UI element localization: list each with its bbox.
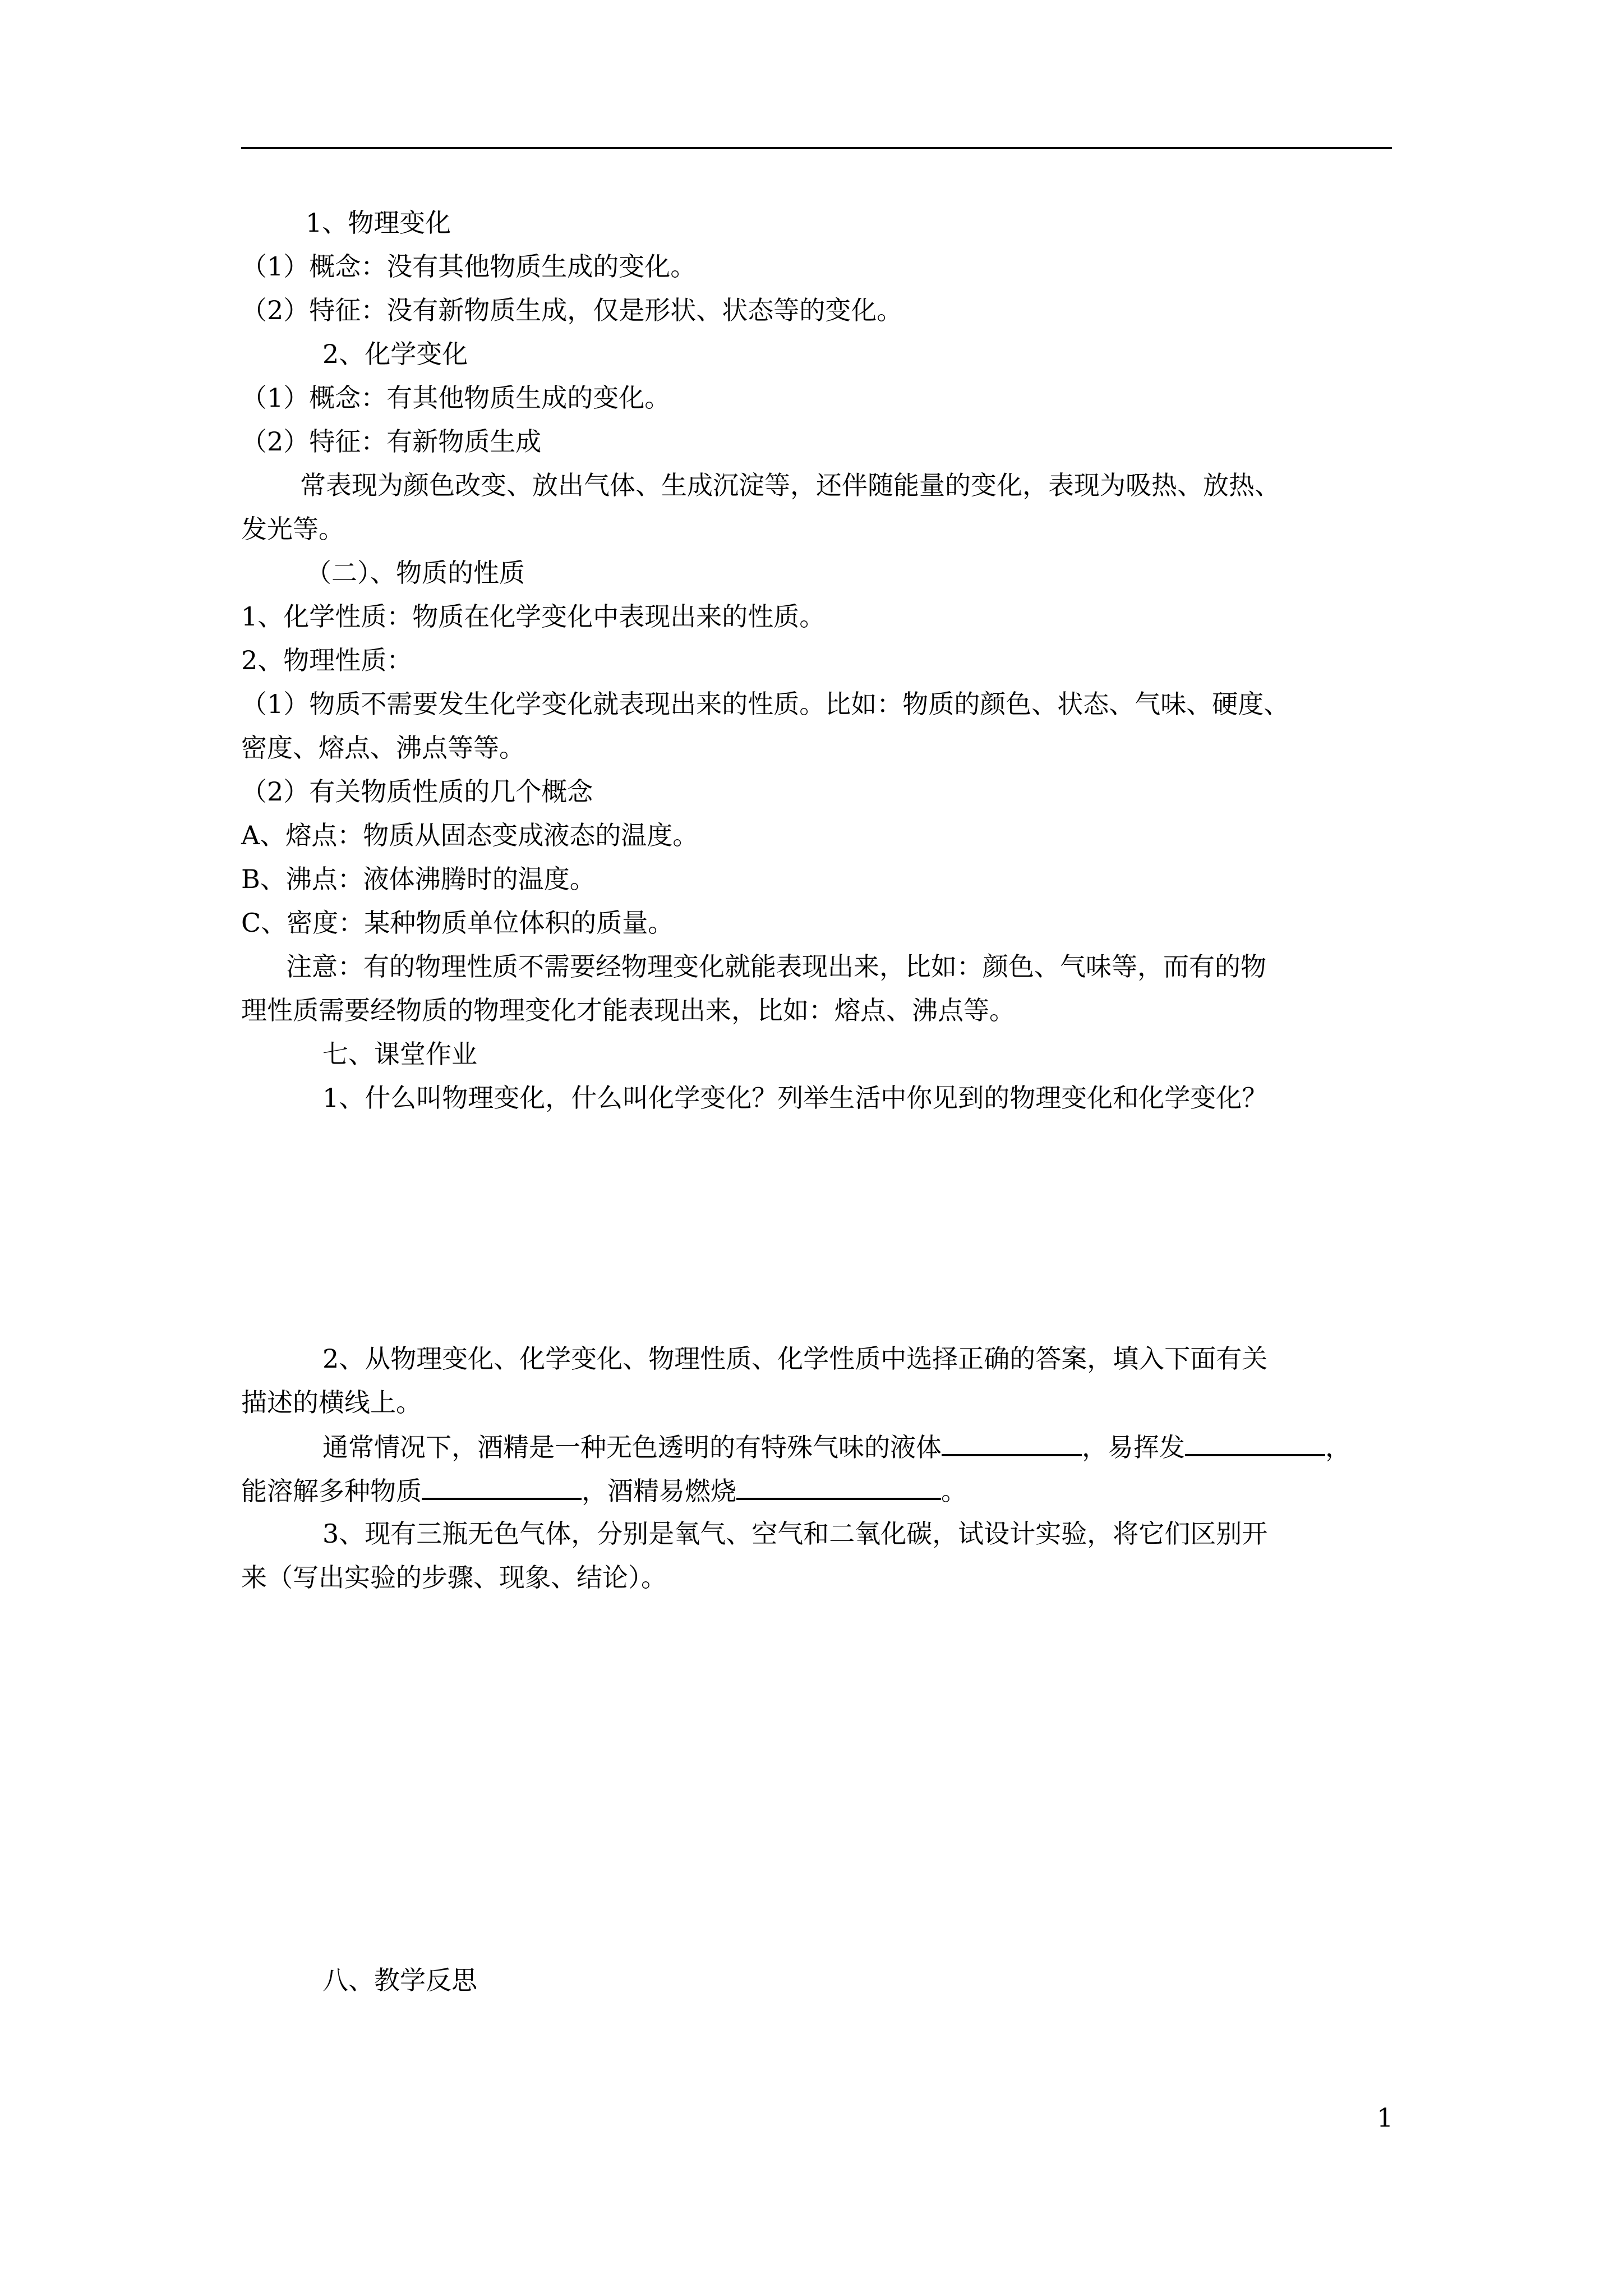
section-heading-reflection: 八、教学反思	[322, 1965, 477, 1995]
fill-in-line-1	[322, 1429, 1351, 1464]
answer-blank	[422, 1473, 582, 1500]
text-line: C、密度：某种物质单位体积的质量。	[241, 908, 674, 938]
text-line: A、熔点：物质从固态变成液态的温度。	[241, 820, 699, 850]
text-segment: ，易挥发	[1082, 1432, 1185, 1462]
text-line: （2）特征：有新物质生成	[241, 426, 542, 457]
text-segment: 能溶解多种物质	[241, 1476, 422, 1506]
question-2: 2、从物理变化、化学变化、物理性质、化学性质中选择正确的答案，填入下面有关	[322, 1343, 1268, 1374]
text-line: 密度、熔点、沸点等等。	[241, 733, 525, 763]
answer-blank	[736, 1473, 941, 1500]
text-line: （1）物质不需要发生化学变化就表现出来的性质。比如：物质的颜色、状态、气味、硬度、	[241, 689, 1290, 719]
text-line: 发光等。	[241, 514, 344, 544]
page-number: 1	[1377, 2102, 1394, 2133]
text-segment: ，	[1325, 1432, 1351, 1462]
section-heading-chemical-change: 2、化学变化	[322, 339, 468, 369]
text-line: 来（写出实验的步骤、现象、结论）。	[241, 1562, 667, 1593]
text-line: 注意：有的物理性质不需要经物理变化就能表现出来，比如：颜色、气味等，而有的物	[286, 951, 1266, 982]
text-line: （2）特征：没有新物质生成，仅是形状、状态等的变化。	[241, 295, 903, 325]
text-line: （2）有关物质性质的几个概念	[241, 776, 593, 807]
section-heading-classwork: 七、课堂作业	[322, 1039, 477, 1069]
text-line: 2、物理性质：	[241, 645, 413, 675]
question-3: 3、现有三瓶无色气体，分别是氧气、空气和二氧化碳，试设计实验，将它们区别开	[322, 1519, 1268, 1549]
text-segment: 通常情况下，酒精是一种无色透明的有特殊气味的液体	[322, 1432, 942, 1462]
text-line: 常表现为颜色改变、放出气体、生成沉淀等，还伴随能量的变化，表现为吸热、放热、	[300, 470, 1280, 500]
section-heading-physical-change: 1、物理变化	[306, 208, 451, 238]
text-line: 描述的横线上。	[241, 1387, 422, 1418]
text-line: （1）概念：有其他物质生成的变化。	[241, 383, 671, 413]
text-line: 理性质需要经物质的物理变化才能表现出来，比如：熔点、沸点等。	[241, 995, 1015, 1025]
answer-blank	[942, 1429, 1082, 1456]
text-segment: 。	[941, 1476, 967, 1506]
answer-blank	[1185, 1429, 1325, 1456]
fill-in-line-2	[241, 1473, 967, 1508]
text-line: 1、化学性质：物质在化学变化中表现出来的性质。	[241, 601, 826, 632]
header-rule	[241, 147, 1392, 149]
text-segment: ，酒精易燃烧	[582, 1476, 736, 1506]
question-1: 1、什么叫物理变化，什么叫化学变化？列举生活中你见到的物理变化和化学变化？	[322, 1083, 1268, 1113]
text-line: B、沸点：液体沸腾时的温度。	[241, 864, 596, 894]
text-line: （1）概念：没有其他物质生成的变化。	[241, 251, 697, 282]
section-heading-properties: （二）、物质的性质	[306, 558, 525, 588]
